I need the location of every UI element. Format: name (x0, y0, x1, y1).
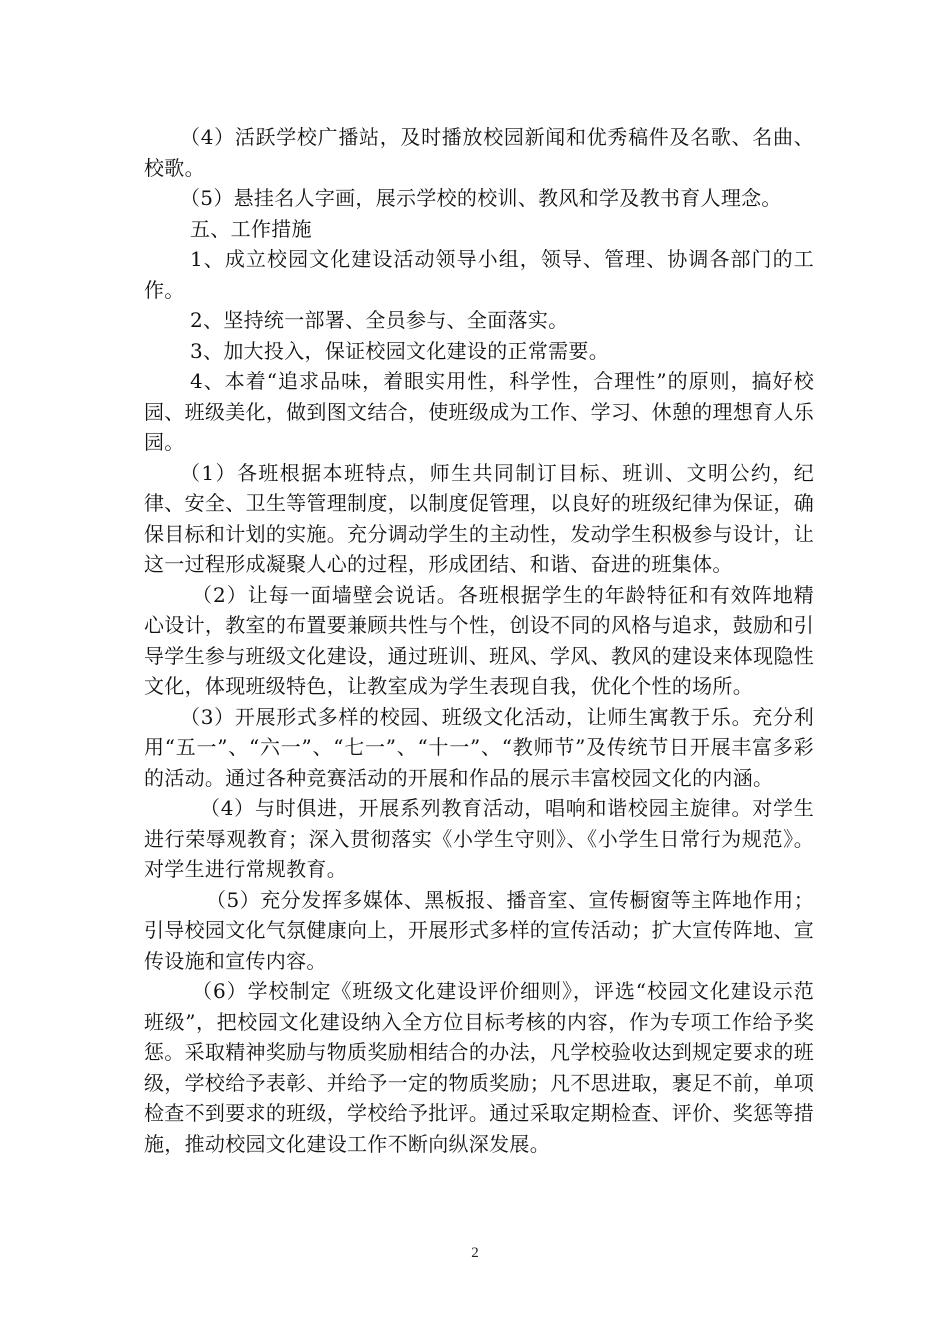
paragraph-evaluation-rules: （6）学校制定《班级文化建设评价细则》，评选“校园文化建设示范班级”，把校园文化建设纳入全方位目标考核的内容，作为专项工作给予奖惩。采取精神奖励与物质奖励相结合的办法，凡学校验收达到规定要求的班级，学校给予表彰、并给予一定的物质奖励；凡不思进取，裹足不前，单项检查不到要求的班级，学校给予批评。通过采取定期检查、评价、奖惩等措施，推动校园文化建设工作不断向纵深发展。 (144, 979, 814, 1156)
paragraph-class-rules: （1）各班根据本班特点，师生共同制订目标、班训、文明公约，纪律、安全、卫生等管理制度，以制度促管理，以良好的班级纪律为保证，确保目标和计划的实施。充分调动学生的主动性，发动学生积极参与设计，让这一过程形成凝聚人心的过程，形成团结、和谐、奋进的班集体。 (144, 460, 814, 576)
section-heading-work-measures: 五、工作措施 (190, 216, 312, 241)
paragraph-measure-4: 4、本着“追求品味，着眼实用性，科学性，合理性”的原则，搞好校园、班级美化，做到图文结合，使班级成为工作、学习、休憩的理想育人乐园。 (144, 369, 814, 454)
paragraph-education-activities: （4）与时俱进，开展系列教育活动，唱响和谐校园主旋律。对学生进行荣辱观教育；深入贯彻落实《小学生守则》、《小学生日常行为规范》。对学生进行常规教育。 (144, 796, 814, 881)
paragraph-wall-design: （2）让每一面墙壁会说话。各班根据学生的年龄特征和有效阵地精心设计，教室的布置要兼顾共性与个性，创设不同的风格与追求，鼓励和引导学生参与班级文化建设，通过班训、班风、学风、教风的建设来体现隐性文化，体现班级特色，让教室成为学生表现自我，优化个性的场所。 (144, 582, 814, 698)
page-number: 2 (471, 1245, 479, 1261)
paragraph-measure-3: 3、加大投入，保证校园文化建设的正常需要。 (190, 338, 610, 363)
paragraph-publicity: （5）充分发挥多媒体、黑板报、播音室、宣传橱窗等主阵地作用；引导校园文化气氛健康向上，开展形式多样的宣传活动；扩大宣传阵地、宣传设施和宣传内容。 (144, 887, 814, 973)
paragraph-measure-2: 2、坚持统一部署、全员参与、全面落实。 (190, 308, 569, 332)
paragraph-measure-1: 1、成立校园文化建设活动领导小组，领导、管理、协调各部门的工作。 (144, 247, 814, 302)
paragraph-broadcast-station: （4）活跃学校广播站，及时播放校园新闻和优秀稿件及名歌、名曲、校歌。 (144, 125, 814, 180)
paragraph-cultural-activities: （3）开展形式多样的校园、班级文化活动，让师生寓教于乐。充分利用“五一”、“六一”、“七一”、“十一”、“教师节”及传统节日开展丰富多彩的活动。通过各种竞赛活动的开展和作品的展示丰富校园文化的内涵。 (144, 704, 814, 790)
paragraph-calligraphy-display: （5）悬挂名人字画，展示学校的校训、教风和学及教书育人理念。 (180, 186, 782, 210)
document-body (144, 122, 814, 1159)
